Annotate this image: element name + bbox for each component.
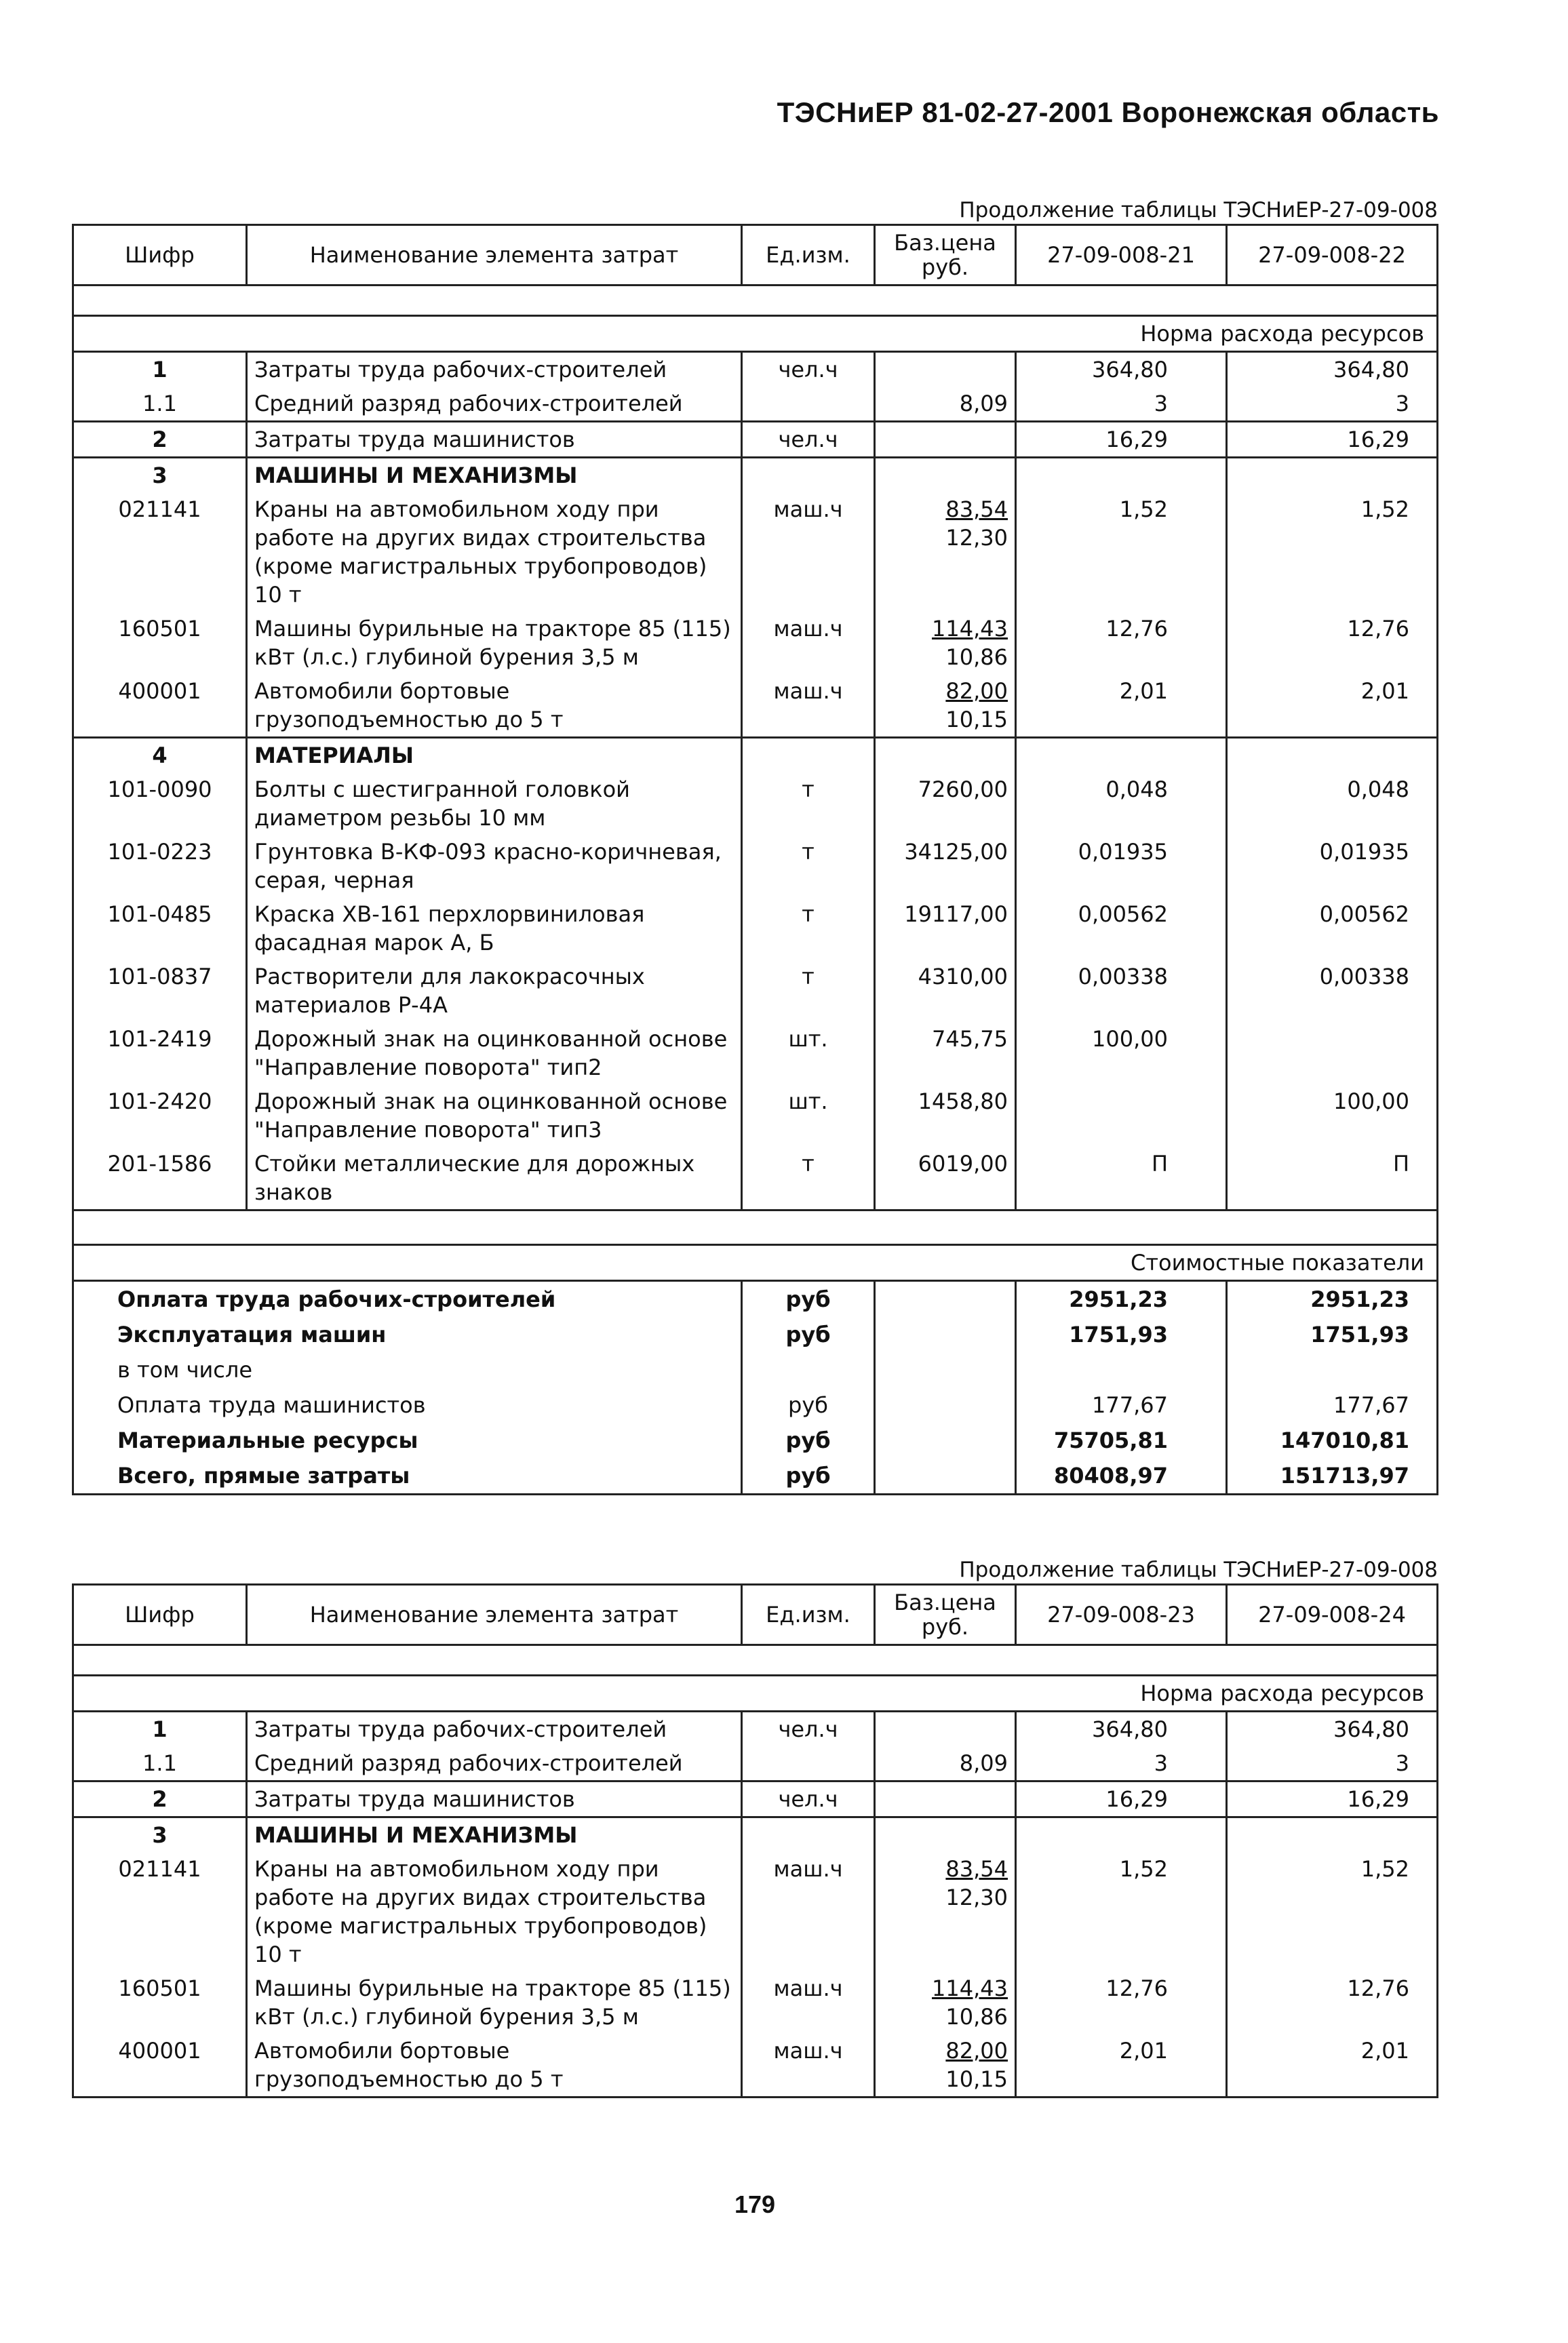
summary-name: Эксплуатация машин (73, 1317, 742, 1352)
row-unit (742, 1817, 875, 1853)
row-name: Средний разряд рабочих-строителей (247, 387, 742, 422)
summary-row (73, 1458, 1438, 1495)
row-price (875, 738, 1016, 773)
row-code: 1.1 (73, 1746, 247, 1781)
table-row (73, 1971, 1438, 2034)
summary-value-b: 147010,81 (1227, 1423, 1438, 1458)
row-price (875, 492, 1016, 612)
row-value-b (1227, 458, 1438, 493)
spacer-row (73, 286, 1438, 316)
row-value-b (1227, 1022, 1438, 1084)
summary-row (73, 1387, 1438, 1423)
row-code: 400001 (73, 2034, 247, 2098)
row-price (875, 422, 1016, 458)
table-row (73, 612, 1438, 674)
row-price (875, 612, 1016, 674)
norm-label-row (73, 1676, 1438, 1712)
row-value-b: 12,76 (1227, 1971, 1438, 2034)
row-name: Затраты труда рабочих-строителей (247, 1712, 742, 1747)
row-unit: т (742, 835, 875, 897)
row-unit: т (742, 772, 875, 835)
table-row (73, 1084, 1438, 1147)
cost-label: Стоимостные показатели (73, 1245, 1438, 1281)
row-price-value: 8,09 (959, 391, 1008, 416)
row-price (875, 835, 1016, 897)
table1-rows (73, 352, 1438, 1210)
row-name: Болты с шестигранной головкой диаметром резьбы 10 мм (247, 772, 742, 835)
row-name: Грунтовка В-КФ-093 красно-коричневая, серая, черная (247, 835, 742, 897)
table1-continuation-label: Продолжение таблицы ТЭСНиЕР-27-09-008 (959, 198, 1438, 222)
row-price (875, 1084, 1016, 1147)
row-price-value: 4310,00 (918, 964, 1008, 989)
row-name: Затраты труда машинистов (247, 422, 742, 458)
summary-unit: руб (742, 1317, 875, 1352)
table2-rows (73, 1712, 1438, 2098)
row-code: 201-1586 (73, 1147, 247, 1210)
row-name: Машины бурильные на тракторе 85 (115) кВт (л.с.) глубиной бурения 3,5 м (247, 1971, 742, 2034)
row-name: Автомобили бортовые грузоподъемностью до 5 т (247, 2034, 742, 2098)
norm-label: Норма расхода ресурсов (73, 1676, 1438, 1712)
row-unit: маш.ч (742, 1971, 875, 2034)
row-unit: чел.ч (742, 1781, 875, 1817)
row-value-b: 3 (1227, 387, 1438, 422)
summary-price (875, 1317, 1016, 1352)
summary-unit: руб (742, 1281, 875, 1318)
row-price-value: 83,54 (945, 496, 1008, 522)
summary-value-a: 80408,97 (1016, 1458, 1227, 1495)
row-code: 021141 (73, 1852, 247, 1971)
row-unit: чел.ч (742, 352, 875, 387)
row-name: Машины бурильные на тракторе 85 (115) кВт (л.с.) глубиной бурения 3,5 м (247, 612, 742, 674)
row-unit (742, 458, 875, 493)
row-name: Краны на автомобильном ходу при работе на других видах строительства (кроме магистральных трубопроводов) 10 т (247, 492, 742, 612)
summary-value-b: 177,67 (1227, 1387, 1438, 1423)
table-row (73, 960, 1438, 1022)
row-name: Затраты труда машинистов (247, 1781, 742, 1817)
row-unit: чел.ч (742, 422, 875, 458)
row-price (875, 1817, 1016, 1853)
row-value-a (1016, 738, 1227, 773)
col-header-a: 27-09-008-21 (1016, 225, 1227, 286)
table-row (73, 387, 1438, 422)
col-header-a: 27-09-008-23 (1016, 1585, 1227, 1645)
table-row (73, 835, 1438, 897)
row-value-a (1016, 1084, 1227, 1147)
row-unit: т (742, 1147, 875, 1210)
summary-price (875, 1387, 1016, 1423)
row-code: 400001 (73, 674, 247, 738)
row-value-a: 364,80 (1016, 1712, 1227, 1747)
summary-value-b: 1751,93 (1227, 1317, 1438, 1352)
row-value-b: 3 (1227, 1746, 1438, 1781)
table-row (73, 352, 1438, 387)
row-value-a: 0,048 (1016, 772, 1227, 835)
row-price (875, 1147, 1016, 1210)
col-header-unit: Ед.изм. (742, 225, 875, 286)
summary-value-b (1227, 1352, 1438, 1387)
row-price (875, 772, 1016, 835)
table-row (73, 1852, 1438, 1971)
col-header-price: Баз.цена руб. (875, 1585, 1016, 1645)
row-value-a: 1,52 (1016, 492, 1227, 612)
row-price-value: 7260,00 (918, 776, 1008, 802)
summary-row (73, 1352, 1438, 1387)
page-number: 179 (734, 2190, 776, 2218)
row-value-b: 1,52 (1227, 492, 1438, 612)
row-price-wage: 10,86 (945, 644, 1008, 670)
row-name: Краска ХВ-161 перхлорвиниловая фасадная марок А, Б (247, 897, 742, 960)
table-row (73, 1147, 1438, 1210)
row-value-a: 16,29 (1016, 1781, 1227, 1817)
row-value-b: 364,80 (1227, 1712, 1438, 1747)
col-header-code: Шифр (73, 225, 247, 286)
row-price-wage: 10,86 (945, 2004, 1008, 2030)
table-row (73, 458, 1438, 493)
row-value-b (1227, 1817, 1438, 1853)
summary-value-a: 177,67 (1016, 1387, 1227, 1423)
summary-price (875, 1281, 1016, 1318)
spacer-row (73, 1210, 1438, 1245)
row-name: МАШИНЫ И МЕХАНИЗМЫ (247, 458, 742, 493)
row-price (875, 352, 1016, 387)
row-value-b: 0,01935 (1227, 835, 1438, 897)
row-price-value: 6019,00 (918, 1151, 1008, 1177)
row-price (875, 1852, 1016, 1971)
summary-name: Всего, прямые затраты (73, 1458, 742, 1495)
document-header-title: ТЭСНиЕР 81-02-27-2001 Воронежская область (777, 96, 1439, 128)
row-value-a: 2,01 (1016, 2034, 1227, 2098)
row-code: 021141 (73, 492, 247, 612)
row-value-a: 12,76 (1016, 612, 1227, 674)
row-name: Затраты труда рабочих-строителей (247, 352, 742, 387)
row-price (875, 897, 1016, 960)
row-code: 101-0837 (73, 960, 247, 1022)
table2-continuation-label: Продолжение таблицы ТЭСНиЕР-27-09-008 (959, 1558, 1438, 1582)
row-price (875, 960, 1016, 1022)
row-price-wage: 10,15 (945, 2066, 1008, 2092)
row-price-wage: 12,30 (945, 1885, 1008, 1910)
table-row (73, 772, 1438, 835)
row-price (875, 1971, 1016, 2034)
table-row (73, 1817, 1438, 1853)
table-row (73, 1022, 1438, 1084)
table-row (73, 1781, 1438, 1817)
row-code: 101-2420 (73, 1084, 247, 1147)
table-row (73, 1746, 1438, 1781)
summary-value-a: 2951,23 (1016, 1281, 1227, 1318)
row-value-b: 16,29 (1227, 422, 1438, 458)
row-unit: шт. (742, 1022, 875, 1084)
row-value-a: 100,00 (1016, 1022, 1227, 1084)
row-unit (742, 1746, 875, 1781)
col-header-name: Наименование элемента затрат (247, 225, 742, 286)
row-name: Растворители для лакокрасочных материалов Р-4А (247, 960, 742, 1022)
row-code: 160501 (73, 1971, 247, 2034)
summary-value-b: 151713,97 (1227, 1458, 1438, 1495)
table-row (73, 492, 1438, 612)
summary-unit: руб (742, 1423, 875, 1458)
row-price-value: 19117,00 (904, 901, 1008, 927)
row-value-a: 0,00562 (1016, 897, 1227, 960)
col-header-unit: Ед.изм. (742, 1585, 875, 1645)
row-code: 3 (73, 458, 247, 493)
summary-name: в том числе (73, 1352, 742, 1387)
row-name: Стойки металлические для дорожных знаков (247, 1147, 742, 1210)
row-price (875, 458, 1016, 493)
row-name: Краны на автомобильном ходу при работе на других видах строительства (кроме магистральных трубопроводов) 10 т (247, 1852, 742, 1971)
row-code: 160501 (73, 612, 247, 674)
row-price (875, 387, 1016, 422)
row-unit: шт. (742, 1084, 875, 1147)
row-value-b: 12,76 (1227, 612, 1438, 674)
row-value-a: 3 (1016, 387, 1227, 422)
row-value-b: 1,52 (1227, 1852, 1438, 1971)
row-price-value: 114,43 (932, 1975, 1008, 2001)
summary-unit: руб (742, 1387, 875, 1423)
row-value-b: 100,00 (1227, 1084, 1438, 1147)
row-value-a: 1,52 (1016, 1852, 1227, 1971)
row-unit: чел.ч (742, 1712, 875, 1747)
row-code: 4 (73, 738, 247, 773)
row-code: 2 (73, 1781, 247, 1817)
row-price (875, 674, 1016, 738)
row-value-a: 12,76 (1016, 1971, 1227, 2034)
row-code: 101-0485 (73, 897, 247, 960)
row-price (875, 1746, 1016, 1781)
row-value-a (1016, 458, 1227, 493)
row-value-a: П (1016, 1147, 1227, 1210)
row-code: 3 (73, 1817, 247, 1853)
summary-row (73, 1281, 1438, 1318)
row-price-value: 745,75 (932, 1026, 1008, 1052)
row-unit: т (742, 960, 875, 1022)
row-price-value: 82,00 (945, 2038, 1008, 2064)
row-value-b: П (1227, 1147, 1438, 1210)
table-row (73, 2034, 1438, 2098)
row-price-value: 8,09 (959, 1750, 1008, 1776)
row-value-b: 364,80 (1227, 352, 1438, 387)
row-code: 1 (73, 352, 247, 387)
col-header-b: 27-09-008-24 (1227, 1585, 1438, 1645)
table-row (73, 674, 1438, 738)
summary-price (875, 1458, 1016, 1495)
row-value-b: 2,01 (1227, 674, 1438, 738)
row-code: 101-2419 (73, 1022, 247, 1084)
row-code: 101-0223 (73, 835, 247, 897)
table-row (73, 1712, 1438, 1747)
row-name: Дорожный знак на оцинкованной основе "Направление поворота" тип2 (247, 1022, 742, 1084)
resource-table-2 (72, 1583, 1438, 2098)
row-value-a (1016, 1817, 1227, 1853)
row-unit: маш.ч (742, 1852, 875, 1971)
col-header-name: Наименование элемента затрат (247, 1585, 742, 1645)
table-row (73, 422, 1438, 458)
row-value-b (1227, 738, 1438, 773)
summary-value-a: 75705,81 (1016, 1423, 1227, 1458)
row-unit: маш.ч (742, 2034, 875, 2098)
row-code: 1.1 (73, 387, 247, 422)
resource-table-1 (72, 224, 1438, 1495)
row-price-value: 114,43 (932, 616, 1008, 642)
row-price (875, 1022, 1016, 1084)
summary-value-b: 2951,23 (1227, 1281, 1438, 1318)
cost-label-row (73, 1245, 1438, 1281)
row-price (875, 1781, 1016, 1817)
summary-row (73, 1317, 1438, 1352)
summary-price (875, 1423, 1016, 1458)
row-value-a: 16,29 (1016, 422, 1227, 458)
summary-row (73, 1423, 1438, 1458)
norm-label: Норма расхода ресурсов (73, 316, 1438, 352)
col-header-code: Шифр (73, 1585, 247, 1645)
table-row (73, 897, 1438, 960)
summary-value-a: 1751,93 (1016, 1317, 1227, 1352)
row-code: 2 (73, 422, 247, 458)
table-row (73, 738, 1438, 773)
row-code: 101-0090 (73, 772, 247, 835)
row-value-b: 0,048 (1227, 772, 1438, 835)
row-price-value: 34125,00 (904, 839, 1008, 865)
row-unit (742, 387, 875, 422)
row-name: МАШИНЫ И МЕХАНИЗМЫ (247, 1817, 742, 1853)
norm-label-row (73, 316, 1438, 352)
summary-value-a (1016, 1352, 1227, 1387)
row-price-value: 1458,80 (918, 1088, 1008, 1114)
summary-name: Материальные ресурсы (73, 1423, 742, 1458)
col-header-b: 27-09-008-22 (1227, 225, 1438, 286)
summary-unit (742, 1352, 875, 1387)
row-name: Средний разряд рабочих-строителей (247, 1746, 742, 1781)
summary-name: Оплата труда машинистов (73, 1387, 742, 1423)
row-name: Дорожный знак на оцинкованной основе "Направление поворота" тип3 (247, 1084, 742, 1147)
row-price-value: 83,54 (945, 1856, 1008, 1882)
table-header-row (73, 1585, 1438, 1645)
row-price-wage: 10,15 (945, 707, 1008, 732)
row-unit: маш.ч (742, 492, 875, 612)
row-value-b: 2,01 (1227, 2034, 1438, 2098)
row-name: Автомобили бортовые грузоподъемностью до 5 т (247, 674, 742, 738)
row-unit: маш.ч (742, 612, 875, 674)
row-code: 1 (73, 1712, 247, 1747)
row-price-wage: 12,30 (945, 525, 1008, 551)
row-price-value: 82,00 (945, 678, 1008, 704)
row-price (875, 1712, 1016, 1747)
summary-unit: руб (742, 1458, 875, 1495)
row-value-b: 0,00562 (1227, 897, 1438, 960)
summary-rows (73, 1281, 1438, 1495)
row-value-b: 16,29 (1227, 1781, 1438, 1817)
row-unit (742, 738, 875, 773)
row-value-a: 0,00338 (1016, 960, 1227, 1022)
col-header-price: Баз.цена руб. (875, 225, 1016, 286)
row-value-a: 364,80 (1016, 352, 1227, 387)
row-unit: маш.ч (742, 674, 875, 738)
row-unit: т (742, 897, 875, 960)
summary-name: Оплата труда рабочих-строителей (73, 1281, 742, 1318)
table-header-row (73, 225, 1438, 286)
row-value-a: 2,01 (1016, 674, 1227, 738)
row-value-b: 0,00338 (1227, 960, 1438, 1022)
row-name: МАТЕРИАЛЫ (247, 738, 742, 773)
spacer-row (73, 1645, 1438, 1676)
summary-price (875, 1352, 1016, 1387)
row-value-a: 0,01935 (1016, 835, 1227, 897)
row-price (875, 2034, 1016, 2098)
row-value-a: 3 (1016, 1746, 1227, 1781)
